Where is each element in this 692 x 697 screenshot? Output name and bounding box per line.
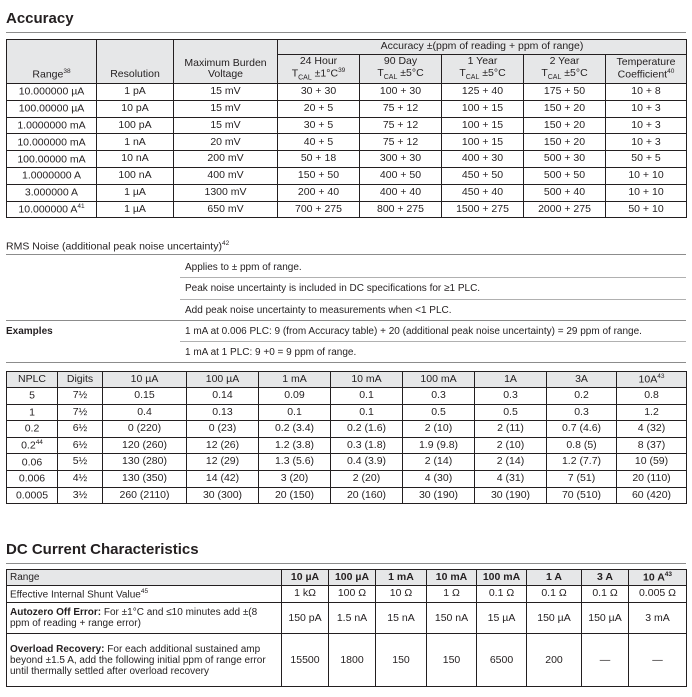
- accuracy-body: [7, 84, 687, 218]
- table-cell: 0.3: [475, 388, 547, 405]
- table-cell: 650 mV: [174, 201, 278, 218]
- nplc-cell: [7, 470, 58, 487]
- table-cell: 500 + 30: [524, 151, 606, 168]
- table-cell: 7½: [58, 388, 103, 405]
- table-cell: 1.2 (7.7): [547, 454, 617, 471]
- table-cell: 0.2: [547, 388, 617, 405]
- table-row: [7, 134, 687, 151]
- table-cell: 400 + 50: [360, 167, 442, 184]
- noise-header-cell: [617, 372, 687, 388]
- range-cell: [7, 134, 97, 151]
- table-cell: 130 (350): [103, 470, 187, 487]
- table-cell: 1 µA: [97, 184, 174, 201]
- table-cell: 0.2 (3.4): [259, 421, 331, 438]
- table-cell: 30 + 30: [278, 84, 360, 101]
- dc-value-cell: —: [629, 634, 687, 687]
- table-cell: 800 + 275: [360, 201, 442, 218]
- table-cell: 3½: [58, 487, 103, 504]
- divider: [6, 362, 686, 363]
- table-cell: 10 + 3: [606, 117, 687, 134]
- table-cell: 500 + 50: [524, 167, 606, 184]
- dc-range-value: 3 A: [597, 570, 613, 583]
- table-cell: 10 + 3: [606, 100, 687, 117]
- range-cell: [7, 201, 97, 218]
- table-cell: 2 (20): [331, 470, 403, 487]
- dc-range-label: Range: [7, 570, 282, 586]
- examples-label: Examples: [6, 326, 53, 337]
- table-cell: 4 (32): [617, 421, 687, 438]
- nplc-footnote: 44: [35, 439, 43, 447]
- table-row: [7, 117, 687, 134]
- table-cell: 12 (26): [187, 437, 259, 454]
- dc-header-row: [7, 570, 687, 586]
- table-cell: 150 + 50: [278, 167, 360, 184]
- example-2: 1 mA at 1 PLC: 9 +0 = 9 ppm of range.: [185, 347, 357, 358]
- table-cell: 450 + 40: [442, 184, 524, 201]
- table-cell: 30 (190): [475, 487, 547, 504]
- noise-header-cell: [103, 372, 187, 388]
- dc-range-cell: [527, 570, 582, 586]
- divider: [6, 254, 686, 255]
- noise-table: [6, 371, 687, 504]
- table-cell: 0.5: [403, 404, 475, 421]
- rms-noise-title: RMS Noise (additional peak noise uncertainty)$^{42}$: [6, 240, 230, 253]
- table-cell: 700 + 275: [278, 201, 360, 218]
- range-cell: [7, 117, 97, 134]
- table-cell: 0.1: [259, 404, 331, 421]
- range-value: 1.0000000 mA: [17, 119, 86, 132]
- dc-range-footnote: 43: [664, 570, 673, 578]
- noise-header-label: NPLC: [17, 372, 46, 385]
- table-cell: 175 + 50: [524, 84, 606, 101]
- header-24hour: 24 Hour $T_{CAL} \pm 1^\circ C^{39}$: [278, 55, 360, 84]
- divider: [6, 320, 686, 321]
- table-row: [7, 487, 687, 504]
- table-cell: 1.2: [617, 404, 687, 421]
- table-row: [7, 437, 687, 454]
- noise-header-label: 3A: [575, 372, 588, 385]
- table-cell: 300 + 30: [360, 151, 442, 168]
- table-cell: 15 mV: [174, 100, 278, 117]
- dc-value-cell: 0.1 Ω: [527, 586, 582, 603]
- range-cell: [7, 167, 97, 184]
- noise-table-body: [7, 388, 687, 504]
- header-resolution: Resolution: [97, 40, 174, 84]
- dc-value-cell: 1800: [329, 634, 376, 687]
- table-cell: 4 (31): [475, 470, 547, 487]
- table-cell: 0 (220): [103, 421, 187, 438]
- table-cell: 50 + 5: [606, 151, 687, 168]
- dc-range-value: 10 µA: [290, 570, 320, 583]
- table-cell: 20 (110): [617, 470, 687, 487]
- table-cell: 1 pA: [97, 84, 174, 101]
- divider: [180, 341, 686, 342]
- dc-range-cell: [629, 570, 687, 586]
- dc-value-cell: 1.5 nA: [329, 603, 376, 634]
- table-row: [7, 167, 687, 184]
- table-cell: 4½: [58, 470, 103, 487]
- dc-current-table: [6, 569, 687, 687]
- dc-range-value: 1 A: [546, 570, 562, 583]
- nplc-cell: [7, 454, 58, 471]
- table-cell: 0.5: [475, 404, 547, 421]
- table-cell: 150 + 20: [524, 100, 606, 117]
- table-cell: 0.8: [617, 388, 687, 405]
- table-cell: 0.3 (1.8): [331, 437, 403, 454]
- dc-value-cell: —: [582, 634, 629, 687]
- table-cell: 10 (59): [617, 454, 687, 471]
- range-cell: [7, 84, 97, 101]
- range-value: 10.000000 A: [18, 203, 78, 216]
- table-cell: 20 (150): [259, 487, 331, 504]
- range-value: 10.000000 mA: [17, 136, 86, 149]
- noise-header-cell: [547, 372, 617, 388]
- dc-value-cell: 200: [527, 634, 582, 687]
- noise-note-3: Add peak noise uncertainty to measurements when <1 PLC.: [185, 305, 452, 316]
- table-cell: 0.09: [259, 388, 331, 405]
- table-row: [7, 404, 687, 421]
- dc-range-value: 100 mA: [482, 570, 521, 583]
- nplc-value: 0.006: [18, 472, 46, 485]
- table-cell: 2 (14): [475, 454, 547, 471]
- noise-header-label: 1A: [504, 372, 517, 385]
- noise-header-label: 10 µA: [130, 372, 159, 385]
- dc-range-cell: [376, 570, 427, 586]
- noise-header-footnote: 43: [657, 372, 665, 380]
- table-row: [7, 470, 687, 487]
- table-cell: 1500 + 275: [442, 201, 524, 218]
- range-value: 10.000000 µA: [18, 85, 85, 98]
- table-cell: 100 + 15: [442, 134, 524, 151]
- noise-table-header: [7, 372, 687, 388]
- header-burden: Maximum Burden Voltage: [174, 40, 278, 84]
- table-cell: 20 mV: [174, 134, 278, 151]
- dc-autozero-row: [7, 603, 687, 634]
- dc-overload-row: [7, 634, 687, 687]
- table-cell: 10 + 10: [606, 184, 687, 201]
- table-cell: 1.3 (5.6): [259, 454, 331, 471]
- divider: [180, 299, 686, 300]
- noise-header-cell: [403, 372, 475, 388]
- table-row: [7, 84, 687, 101]
- dc-value-cell: 0.005 Ω: [629, 586, 687, 603]
- table-cell: 125 + 40: [442, 84, 524, 101]
- table-cell: 0.1: [331, 404, 403, 421]
- nplc-cell: [7, 388, 58, 405]
- table-cell: 0.3: [403, 388, 475, 405]
- noise-header-label: 100 mA: [420, 372, 457, 385]
- noise-header-cell: [187, 372, 259, 388]
- table-cell: 2 (10): [403, 421, 475, 438]
- table-cell: 70 (510): [547, 487, 617, 504]
- table-cell: 5½: [58, 454, 103, 471]
- table-cell: 0.4 (3.9): [331, 454, 403, 471]
- table-cell: 1.2 (3.8): [259, 437, 331, 454]
- dc-value-cell: 150: [376, 634, 427, 687]
- range-value: 100.00000 mA: [17, 153, 86, 166]
- dc-range-cell: [282, 570, 329, 586]
- table-cell: 75 + 12: [360, 100, 442, 117]
- table-cell: 100 + 30: [360, 84, 442, 101]
- example-1: 1 mA at 0.006 PLC: 9 (from Accuracy table) + 20 (additional peak noise uncertainty) = 29 ppm of range.: [185, 326, 642, 337]
- table-cell: 15 mV: [174, 117, 278, 134]
- table-cell: 2 (14): [403, 454, 475, 471]
- table-row: [7, 421, 687, 438]
- dc-value-cell: 1 Ω: [427, 586, 477, 603]
- table-cell: 7 (51): [547, 470, 617, 487]
- dc-value-cell: 6500: [477, 634, 527, 687]
- nplc-value: 1: [29, 406, 35, 419]
- dc-range-value: 10 A: [642, 571, 665, 584]
- dc-value-cell: 150 µA: [582, 603, 629, 634]
- nplc-value: 0.2: [24, 422, 40, 435]
- table-cell: 20 + 5: [278, 100, 360, 117]
- table-cell: 400 + 40: [360, 184, 442, 201]
- table-cell: 0.13: [187, 404, 259, 421]
- header-accuracy-group: Accuracy ±(ppm of reading + ppm of range): [278, 40, 687, 55]
- table-cell: 50 + 18: [278, 151, 360, 168]
- table-cell: 450 + 50: [442, 167, 524, 184]
- dc-value-cell: 150 nA: [427, 603, 477, 634]
- table-cell: 75 + 12: [360, 134, 442, 151]
- range-footnote: 41: [77, 202, 85, 210]
- autozero-label: Autozero Off Error: For ±1°C and ≤10 minutes add ±(8 ppm of reading + range error): [7, 603, 282, 634]
- noise-header-cell: [7, 372, 58, 388]
- table-cell: 30 (190): [403, 487, 475, 504]
- table-cell: 150 + 20: [524, 134, 606, 151]
- nplc-cell: [7, 437, 58, 454]
- range-value: 100.00000 µA: [18, 102, 85, 115]
- dc-value-cell: 0.1 Ω: [477, 586, 527, 603]
- dc-range-value: 10 mA: [435, 570, 468, 583]
- table-cell: 10 pA: [97, 100, 174, 117]
- table-cell: 0.15: [103, 388, 187, 405]
- dc-value-cell: 150 µA: [527, 603, 582, 634]
- overload-label: Overload Recovery: For each additional sustained amp beyond ±1.5 A, add the following initial ppm of range error until thermally settled after overload recovery: [7, 634, 282, 687]
- dc-range-cell: [477, 570, 527, 586]
- table-cell: 15 mV: [174, 84, 278, 101]
- table-cell: 1 µA: [97, 201, 174, 218]
- table-cell: 100 + 15: [442, 100, 524, 117]
- table-cell: 3 (20): [259, 470, 331, 487]
- table-cell: 10 + 8: [606, 84, 687, 101]
- table-cell: 260 (2110): [103, 487, 187, 504]
- range-cell: [7, 151, 97, 168]
- dc-value-cell: 10 Ω: [376, 586, 427, 603]
- table-cell: 0.1: [331, 388, 403, 405]
- table-row: [7, 100, 687, 117]
- table-cell: 75 + 12: [360, 117, 442, 134]
- table-cell: 0.2 (1.6): [331, 421, 403, 438]
- shunt-label: Effective Internal Shunt Value$^{45}$: [7, 586, 282, 603]
- table-cell: 500 + 40: [524, 184, 606, 201]
- table-cell: 4 (30): [403, 470, 475, 487]
- table-cell: 400 mV: [174, 167, 278, 184]
- dc-value-cell: 100 Ω: [329, 586, 376, 603]
- nplc-cell: [7, 421, 58, 438]
- header-1year: 1 Year $T_{CAL} \pm 5^\circ C$: [442, 55, 524, 84]
- table-cell: 1 nA: [97, 134, 174, 151]
- nplc-value: 0.2: [21, 439, 36, 452]
- table-cell: 6½: [58, 421, 103, 438]
- dc-value-cell: 1 kΩ: [282, 586, 329, 603]
- header-range: Range$^{38}$: [7, 40, 97, 84]
- dc-range-cell: [582, 570, 629, 586]
- table-cell: 0.7 (4.6): [547, 421, 617, 438]
- table-cell: 60 (420): [617, 487, 687, 504]
- header-temp-coefficient: Temperature Coefficient$^{40}$: [606, 55, 687, 84]
- table-cell: 2 (10): [475, 437, 547, 454]
- dc-value-cell: 15500: [282, 634, 329, 687]
- divider: [6, 32, 686, 33]
- dc-range-value: 100 µA: [334, 570, 370, 583]
- table-cell: 100 nA: [97, 167, 174, 184]
- nplc-cell: [7, 487, 58, 504]
- divider: [180, 277, 686, 278]
- table-cell: 2 (11): [475, 421, 547, 438]
- table-cell: 12 (29): [187, 454, 259, 471]
- divider: [6, 563, 686, 564]
- table-cell: 10 nA: [97, 151, 174, 168]
- table-cell: 14 (42): [187, 470, 259, 487]
- noise-note-2: Peak noise uncertainty is included in DC specifications for ≥1 PLC.: [185, 283, 481, 294]
- table-cell: 1300 mV: [174, 184, 278, 201]
- dc-value-cell: 150: [427, 634, 477, 687]
- dc-range-cell: [329, 570, 376, 586]
- table-cell: 50 + 10: [606, 201, 687, 218]
- table-row: [7, 184, 687, 201]
- dc-value-cell: 3 mA: [629, 603, 687, 634]
- range-cell: [7, 100, 97, 117]
- table-cell: 10 + 10: [606, 167, 687, 184]
- nplc-value: 5: [29, 389, 35, 402]
- dc-range-cell: [427, 570, 477, 586]
- dc-shunt-row: [7, 586, 687, 603]
- nplc-value: 0.06: [21, 456, 43, 469]
- range-value: 3.000000 A: [24, 186, 79, 199]
- table-cell: 120 (260): [103, 437, 187, 454]
- dc-range-value: 1 mA: [388, 570, 414, 583]
- range-value: 1.0000000 A: [22, 169, 81, 182]
- table-cell: 0.3: [547, 404, 617, 421]
- dc-value-cell: 15 µA: [477, 603, 527, 634]
- noise-header-cell: [259, 372, 331, 388]
- nplc-cell: [7, 404, 58, 421]
- table-cell: 2000 + 275: [524, 201, 606, 218]
- range-cell: [7, 184, 97, 201]
- table-row: [7, 151, 687, 168]
- noise-header-label: Digits: [66, 372, 94, 385]
- table-row: [7, 454, 687, 471]
- table-cell: 7½: [58, 404, 103, 421]
- dc-value-cell: 150 pA: [282, 603, 329, 634]
- table-cell: 0.4: [103, 404, 187, 421]
- table-cell: 20 (160): [331, 487, 403, 504]
- noise-header-cell: [475, 372, 547, 388]
- table-cell: 200 mV: [174, 151, 278, 168]
- table-cell: 1.9 (9.8): [403, 437, 475, 454]
- noise-header-cell: [58, 372, 103, 388]
- table-cell: 130 (280): [103, 454, 187, 471]
- table-cell: 200 + 40: [278, 184, 360, 201]
- noise-header-label: 10 mA: [351, 372, 382, 385]
- table-cell: 10 + 3: [606, 134, 687, 151]
- table-row: [7, 388, 687, 405]
- table-cell: 30 (300): [187, 487, 259, 504]
- noise-note-1: Applies to ± ppm of range.: [185, 262, 302, 273]
- table-cell: 0.14: [187, 388, 259, 405]
- table-cell: 400 + 30: [442, 151, 524, 168]
- table-cell: 0.8 (5): [547, 437, 617, 454]
- table-row: [7, 201, 687, 218]
- noise-header-label: 10A: [638, 373, 658, 386]
- dc-value-cell: 15 nA: [376, 603, 427, 634]
- nplc-value: 0.0005: [15, 489, 49, 502]
- table-cell: 0 (23): [187, 421, 259, 438]
- header-2year: 2 Year $T_{CAL} \pm 5^\circ C$: [524, 55, 606, 84]
- table-cell: 150 + 20: [524, 117, 606, 134]
- table-cell: 6½: [58, 437, 103, 454]
- table-cell: 8 (37): [617, 437, 687, 454]
- table-cell: 30 + 5: [278, 117, 360, 134]
- header-90day: 90 Day $T_{CAL} \pm 5^\circ C$: [360, 55, 442, 84]
- noise-header-cell: [331, 372, 403, 388]
- dc-current-title: DC Current Characteristics: [6, 541, 199, 558]
- accuracy-table: [6, 39, 687, 218]
- noise-header-label: 100 µA: [205, 372, 240, 385]
- accuracy-title: Accuracy: [6, 10, 74, 27]
- table-cell: 100 + 15: [442, 117, 524, 134]
- table-cell: 40 + 5: [278, 134, 360, 151]
- table-cell: 100 pA: [97, 117, 174, 134]
- noise-header-label: 1 mA: [282, 372, 307, 385]
- dc-value-cell: 0.1 Ω: [582, 586, 629, 603]
